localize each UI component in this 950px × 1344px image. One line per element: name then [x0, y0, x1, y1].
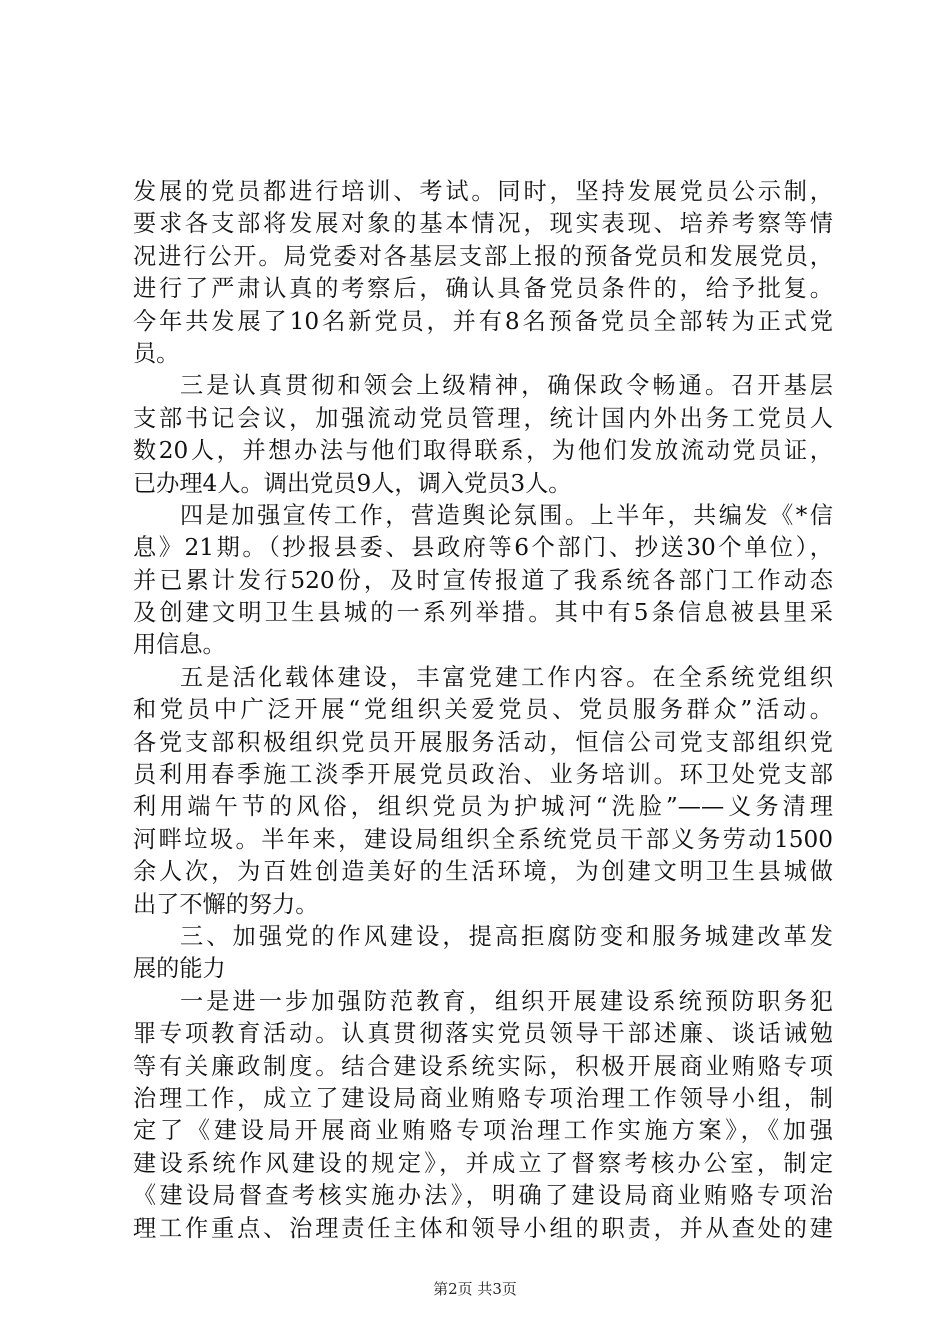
text-line: 一是进一步加强防范教育，组织开展建设系统预防职务犯 — [180, 987, 833, 1015]
text-line: 员利用春季施工淡季开展党员政治、业务培训。环卫处党支部 — [133, 761, 833, 789]
text-line: 余人次，为百姓创造美好的生活环境，为创建文明卫生县城做 — [133, 858, 833, 886]
text-line: 等有关廉政制度。结合建设系统实际，积极开展商业贿赂专项 — [133, 1052, 833, 1080]
text-line: 理工作重点、治理责任主体和领导小组的职责，并从查处的建 — [133, 1214, 833, 1242]
text-line: 展的能力 — [133, 955, 226, 983]
text-line: 出了不懈的努力。 — [133, 890, 319, 918]
text-line: 及创建文明卫生县城的一系列举措。其中有5条信息被县里采 — [133, 599, 833, 627]
text-line: 和党员中广泛开展“党组织关爱党员、党员服务群众”活动。 — [133, 696, 833, 724]
text-line: 三是认真贯彻和领会上级精神，确保政令畅通。召开基层 — [180, 372, 833, 400]
text-line: 《建设局督查考核实施办法》，明确了建设局商业贿赂专项治 — [133, 1182, 833, 1210]
text-line: 进行了严肃认真的考察后，确认具备党员条件的，给予批复。 — [133, 275, 833, 303]
text-line: 况进行公开。局党委对各基层支部上报的预备党员和发展党员， — [133, 242, 833, 270]
text-line: 建设系统作风建设的规定》，并成立了督察考核办公室，制定 — [133, 1149, 833, 1177]
text-line: 已办理4人。调出党员9人，调入党员3人。 — [133, 469, 572, 497]
text-line: 并已累计发行520份，及时宣传报道了我系统各部门工作动态 — [133, 566, 833, 594]
text-line: 利用端午节的风俗，组织党员为护城河“洗脸”——义务清理 — [133, 793, 833, 821]
text-line: 今年共发展了10名新党员，并有8名预备党员全部转为正式党 — [133, 307, 833, 335]
text-line: 发展的党员都进行培训、考试。同时，坚持发展党员公示制， — [133, 178, 833, 205]
text-line: 三、加强党的作风建设，提高拒腐防变和服务城建改革发 — [180, 922, 833, 950]
text-line: 定了《建设局开展商业贿赂专项治理工作实施方案》，《加强 — [133, 1117, 833, 1145]
text-line: 四是加强宣传工作，营造舆论氛围。上半年，共编发《*信 — [180, 501, 833, 529]
text-line: 五是活化载体建设，丰富党建工作内容。在全系统党组织 — [180, 663, 833, 691]
text-line: 员。 — [133, 339, 180, 367]
text-line: 治理工作，成立了建设局商业贿赂专项治理工作领导小组，制 — [133, 1084, 833, 1112]
text-line: 数20人，并想办法与他们取得联系，为他们发放流动党员证， — [133, 437, 833, 465]
text-line: 用信息。 — [133, 631, 226, 659]
text-line: 各党支部积极组织党员开展服务活动，恒信公司党支部组织党 — [133, 728, 833, 756]
body-text — [133, 176, 833, 1245]
text-line: 河畔垃圾。半年来，建设局组织全系统党员干部义务劳动1500 — [133, 825, 833, 853]
page-footer: 第2页 共3页 — [433, 1280, 517, 1298]
text-line: 罪专项教育活动。认真贯彻落实党员领导干部述廉、谈话诫勉 — [133, 1020, 833, 1048]
text-line: 息》21期。（抄报县委、县政府等6个部门、抄送30个单位）， — [133, 534, 833, 562]
text-line: 要求各支部将发展对象的基本情况，现实表现、培养考察等情 — [133, 210, 833, 238]
text-line: 支部书记会议，加强流动党员管理，统计国内外出务工党员人 — [133, 404, 833, 432]
